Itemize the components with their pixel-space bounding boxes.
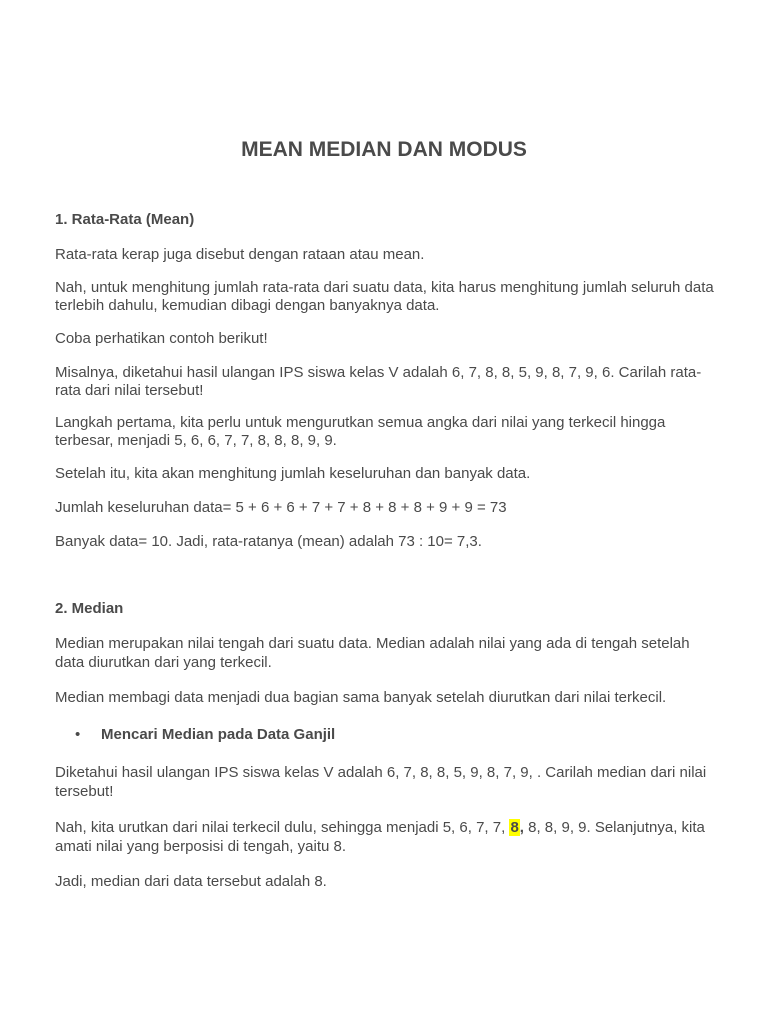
highlighted-value: 8 [510, 819, 519, 836]
paragraph-with-highlight [55, 818, 715, 856]
paragraph: Coba perhatikan contoh berikut! [55, 330, 268, 347]
paragraph: Median membagi data menjadi dua bagian sama banyak setelah diurutkan dari nilai terkecil. [55, 689, 667, 706]
paragraph: Jumlah keseluruhan data= 5 + 6 + 6 + 7 + 7 + 8 + 8 + 8 + 9 + 9 = 73 [55, 499, 507, 516]
paragraph: Jadi, median dari data tersebut adalah 8. [55, 873, 327, 890]
paragraph: Median merupakan nilai tengah dari suatu data. Median adalah nilai yang ada di tengah setelah data diurutkan dari yang terkecil. [55, 635, 690, 671]
paragraph: Banyak data= 10. Jadi, rata-ratanya (mean) adalah 73 : 10= 7,3. [55, 533, 482, 550]
document-title: MEAN MEDIAN DAN MODUS [241, 138, 527, 161]
bullet-marker: • [75, 726, 81, 743]
comma: , [519, 819, 524, 836]
paragraph: Nah, untuk menghitung jumlah rata-rata dari suatu data, kita harus menghitung jumlah seluruh data terlebih dahulu, kemudian dibagi dengan banyaknya data. [55, 279, 714, 314]
section-heading-mean: 1. Rata-Rata (Mean) [55, 211, 195, 228]
paragraph: Rata-rata kerap juga disebut dengan rataan atau mean. [55, 246, 425, 263]
paragraph: Langkah pertama, kita perlu untuk mengurutkan semua angka dari nilai yang terkecil hingga terbesar, menjadi 5, 6, 6, 7, 7, 8, 8, 8, 9, 9. [55, 414, 666, 449]
paragraph: Misalnya, diketahui hasil ulangan IPS siswa kelas V adalah 6, 7, 8, 8, 5, 9, 8, 7, 9, 6. Carilah rata-rata dari nilai tersebut! [55, 364, 702, 399]
paragraph: Diketahui hasil ulangan IPS siswa kelas V adalah 6, 7, 8, 8, 5, 9, 8, 7, 9, . Carilah median dari nilai tersebut! [55, 764, 707, 800]
bullet-item [75, 726, 335, 744]
bullet-text: Mencari Median pada Data Ganjil [101, 726, 336, 743]
paragraph: Setelah itu, kita akan menghitung jumlah keseluruhan dan banyak data. [55, 465, 531, 482]
paragraph-text: 8, 8, 9, 9. Selanjutnya, kita amati nilai yang berposisi di tengah, yaitu 8. [55, 819, 705, 855]
section-heading-median: 2. Median [55, 600, 124, 617]
paragraph-text: Nah, kita urutkan dari nilai terkecil dulu, sehingga menjadi 5, 6, 7, 7, [55, 819, 510, 836]
